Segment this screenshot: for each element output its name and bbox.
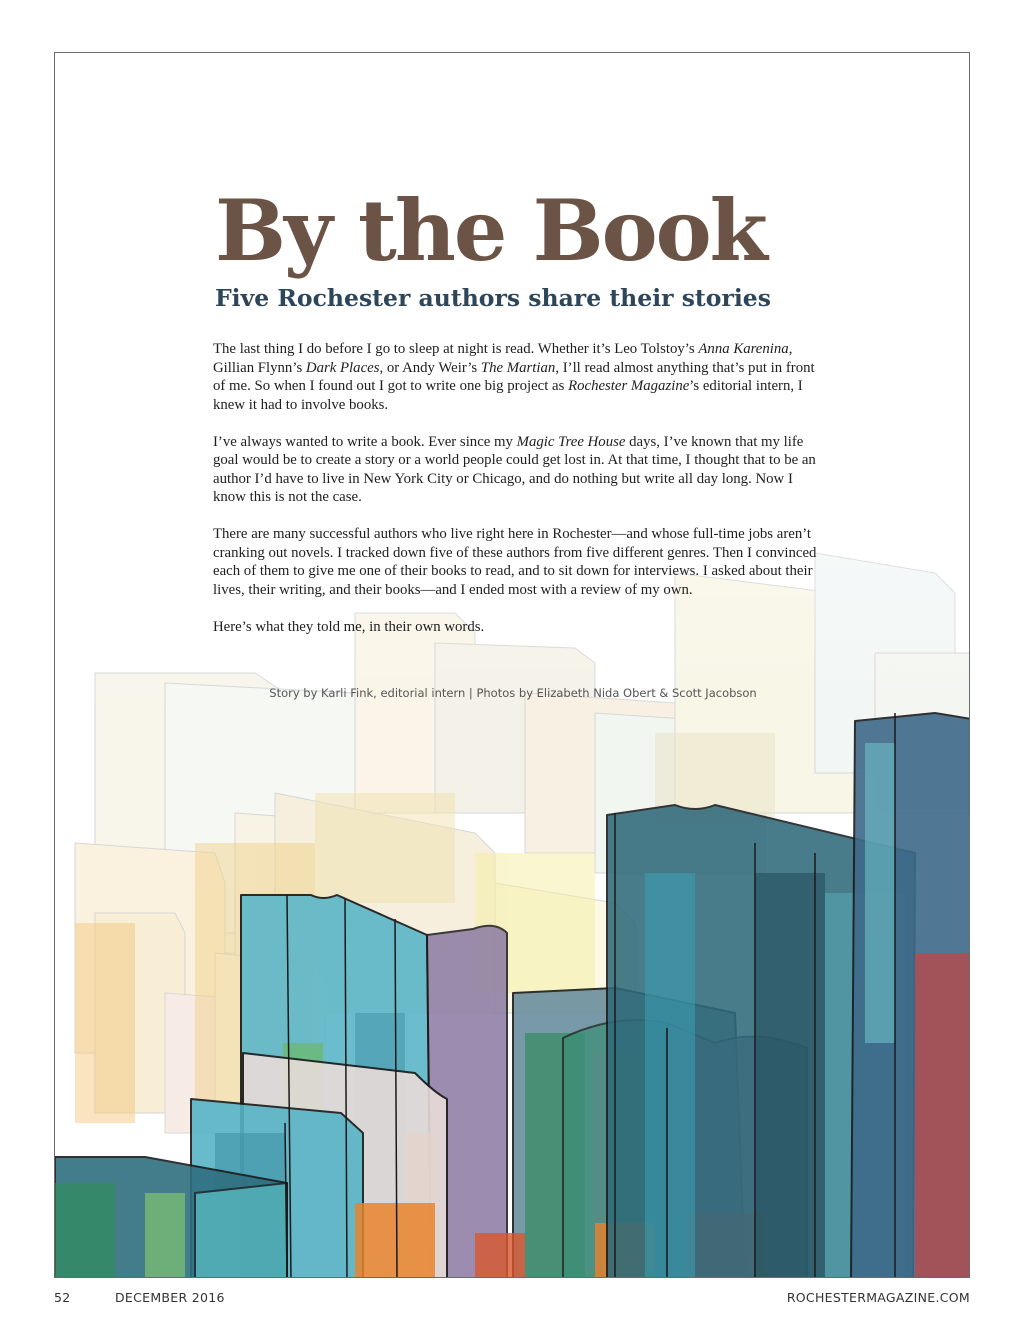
text-run: , Gillian Flynn’s: [213, 341, 793, 376]
body-paragraph: [213, 340, 827, 414]
text-run: I’ve always wanted to write a book. Ever since my: [213, 433, 517, 450]
byline: Story by Karli Fink, editorial intern | Photos by Elizabeth Nida Obert & Scott Jacobson: [269, 686, 757, 700]
italic-title: Magic Tree House: [516, 433, 626, 450]
italic-title: The Martian: [480, 359, 556, 376]
text-run: The last thing I do before I go to sleep at night is read. Whether it’s Leo Tolstoy’s: [213, 341, 699, 357]
text-run: Here’s what they told me, in their own words.: [213, 618, 485, 635]
article-subtitle: Five Rochester authors share their stories: [215, 284, 771, 312]
article-body: [213, 340, 827, 655]
italic-title: Anna Karenina: [698, 341, 789, 357]
issue-date: DECEMBER 2016: [115, 1290, 225, 1305]
text-run: days, I’ve known that my life goal would be to create a story or a world people could get lost in. At that time, I thought that to be an author I’d have to live in New York City or Chicago, and do nothing but write all day long. Now I know this is not the case.: [213, 433, 816, 505]
text-run: ’s editorial intern, I knew it had to involve books.: [213, 378, 803, 413]
text-run: There are many successful authors who live right here in Rochester—and whose full-time jobs aren’t cranking out novels. I tracked down five of these authors from five different genres. Then I convinced each of them to give me one of their books to read, and to sit down for interviews. I asked about their lives, their writing, and their books—and I ended most with a review of my own.: [213, 526, 817, 598]
page-number: 52: [54, 1290, 71, 1305]
page-frame: [54, 52, 970, 1278]
italic-title: Rochester Magazine: [568, 378, 690, 394]
italic-title: Dark Places: [305, 359, 380, 376]
text-run: , I’ll read almost anything that’s put in front of me. So when I found out I got to write one big project as: [213, 359, 815, 394]
body-paragraph: [213, 618, 827, 637]
text-run: , or Andy Weir’s: [379, 359, 481, 376]
body-paragraph: [213, 525, 827, 599]
body-paragraph: [213, 433, 827, 507]
website: ROCHESTERMAGAZINE.COM: [786, 1290, 970, 1305]
article-title: By the Book: [215, 181, 766, 280]
